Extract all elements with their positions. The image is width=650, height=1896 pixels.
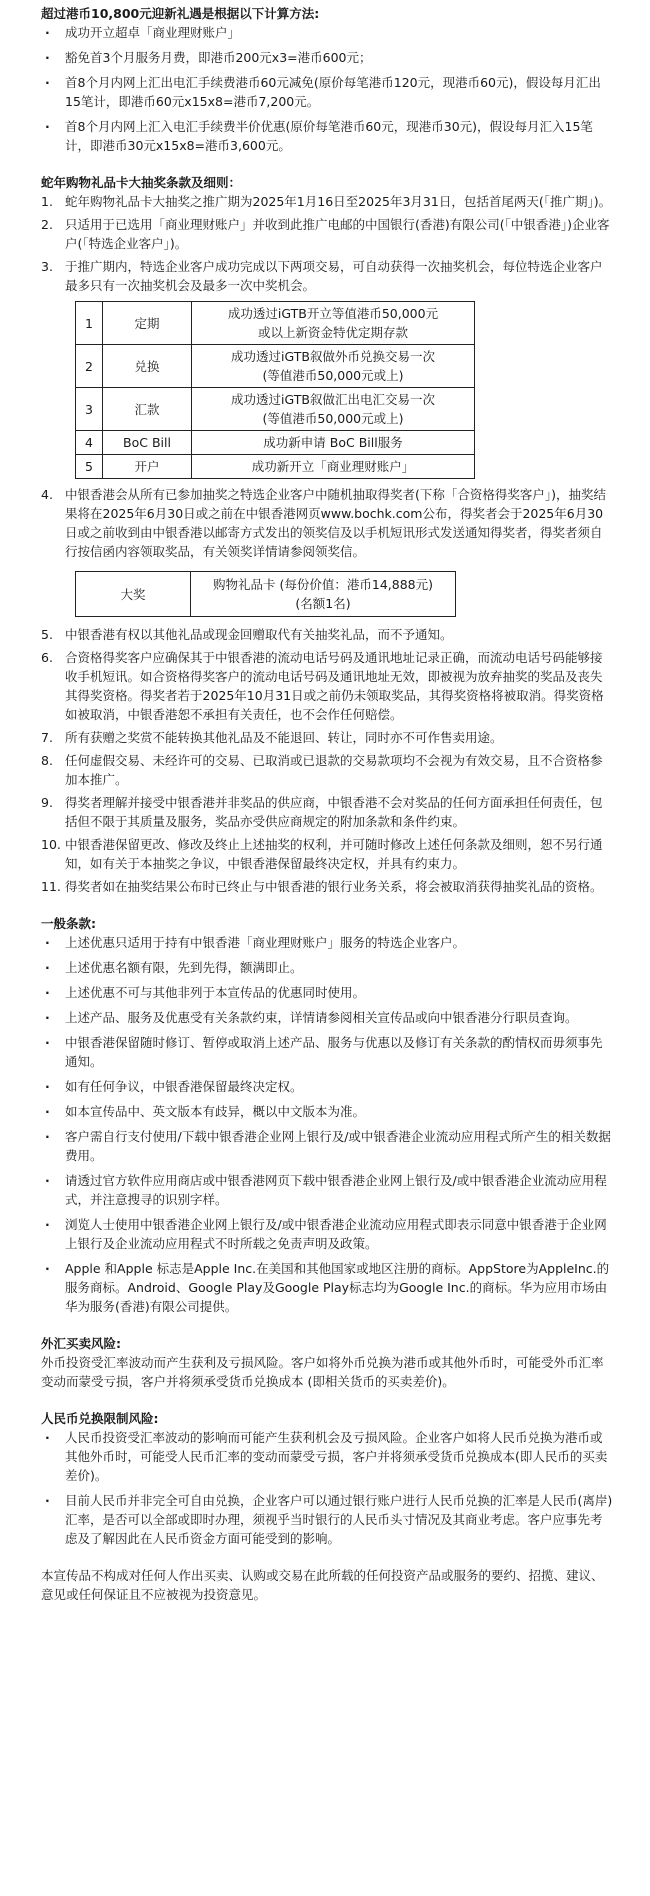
rmb-risk-heading: 人民币兑换限制风险: <box>41 1411 159 1426</box>
welcome-offer-section <box>41 4 614 155</box>
list-item: 6. 合资格得奖客户应确保其于中银香港的流动电话号码及通讯地址记录正确，而流动电话号码能够接收手机短讯。如合资格得奖客户的流动电话号码及通讯地址无效，即被视为放弃抽奖的奖品及丧失其得奖资格。得奖者若于2025年10月31日或之前仍未领取奖品，其得奖资格将被取消。得奖资格如被取消，中银香港恕不承担有关责任，也不会作任何赔偿。 <box>41 650 604 722</box>
list-item: 8. 任何虚假交易、未经许可的交易、已取消或已退款的交易款项均不会视为有效交易，且不合资格参加本推广。 <box>41 753 603 787</box>
list-item: · 上述优惠不可与其他非列于本宣传品的优惠同时使用。 <box>41 983 614 1002</box>
table-row: 2 兑换 成功透过iGTB叙做外币兑换交易一次 (等值港币50,000元或上) <box>76 345 475 388</box>
list-item: · 上述优惠名额有限，先到先得，额满即止。 <box>41 958 614 977</box>
list-item: · Apple 和Apple 标志是Apple Inc.在美国和其他国家或地区注册的商标。AppStore为AppleInc.的服务商标。Android、Google Play及Google Play标志均为Google Inc.的商标。华为应用市场由华为服务(香港)有限公司提供。 <box>41 1259 614 1316</box>
prize-table <box>75 571 456 617</box>
general-terms-section <box>41 914 614 1316</box>
transaction-table <box>75 301 475 479</box>
list-item: · 目前人民币并非完全可自由兑换，企业客户可以通过银行账户进行人民币兑换的汇率是人民币(离岸)汇率，是否可以全部或即时办理，须视乎当时银行的人民币头寸情况及其商业考虑。客户应事先考虑及了解因此在人民币资金方面可能受到的影响。 <box>41 1491 614 1548</box>
fx-risk-section <box>41 1334 614 1391</box>
list-item: 10. 中银香港保留更改、修改及终止上述抽奖的权利，并可随时修改上述任何条款及细则，恕不另行通知，如有关于本抽奖之争议，中银香港保留最终决定权，并具有约束力。 <box>41 837 603 871</box>
lucky-draw-list <box>41 192 614 896</box>
general-terms-list <box>41 933 614 1316</box>
list-item: · 中银香港保留随时修订、暂停或取消上述产品、服务与优惠以及修订有关条款的酌情权而毋须事先通知。 <box>41 1033 614 1071</box>
welcome-offer-heading: 超过港币10,800元迎新礼遇是根据以下计算方法: <box>41 6 320 21</box>
disclaimer-text: 本宣传品不构成对任何人作出买卖、认购或交易在此所载的任何投资产品或服务的要约、招揽、建议、意见或任何保证且不应被视为投资意见。 <box>41 1568 604 1602</box>
list-item: · 豁免首3个月服务月费，即港币200元x3=港币600元； <box>41 48 614 67</box>
welcome-offer-list <box>41 23 614 155</box>
table-row: 4 BoC Bill 成功新申请 BoC Bill服务 <box>76 431 475 455</box>
list-item: 9. 得奖者理解并接受中银香港并非奖品的供应商，中银香港不会对奖品的任何方面承担任何责任，包括但不限于其质量及服务，奖品亦受供应商规定的附加条款和条件约束。 <box>41 795 603 829</box>
rmb-risk-list <box>41 1428 614 1548</box>
list-item: · 请透过官方软件应用商店或中银香港网页下载中银香港企业网上银行及/或中银香港企业流动应用程式，并注意搜寻的识别字样。 <box>41 1171 614 1209</box>
list-item: · 如有任何争议，中银香港保留最终决定权。 <box>41 1077 614 1096</box>
fx-risk-heading: 外汇买卖风险: <box>41 1336 121 1351</box>
list-item: 1. 蛇年购物礼品卡大抽奖之推广期为2025年1月16日至2025年3月31日，包括首尾两天(「推广期」)。 <box>41 194 612 209</box>
list-item: 3. 于推广期内，特选企业客户成功完成以下两项交易，可自动获得一次抽奖机会，每位特选企业客户最多只有一次抽奖机会及最多一次中奖机会。 1 定期 成功透过iGTB开立等值港币50,000元 或以上新资金特优定期存款 2 兑换 成功透过iGTB叙做外币兑换交易一次 (等值港币50,000元或上) 3 汇款 成功透过iGTB叙做汇出电汇交易一次 (等值港币50,000元或上) 4 BoC Bill 成功新申请 BoC Bill服务 5 开户 成功新开立「商业理财账户」 <box>41 257 614 479</box>
list-item: · 如本宣传品中、英文版本有歧异，概以中文版本为准。 <box>41 1102 614 1121</box>
table-row: 3 汇款 成功透过iGTB叙做汇出电汇交易一次 (等值港币50,000元或上) <box>76 388 475 431</box>
list-item: · 人民币投资受汇率波动的影响而可能产生获利机会及亏损风险。企业客户如将人民币兑换为港币或其他外币时，可能受人民币汇率的变动而蒙受亏损，客户并将须承受货币兑换成本(即人民币的买卖差价)。 <box>41 1428 614 1485</box>
list-item: · 客户需自行支付使用/下载中银香港企业网上银行及/或中银香港企业流动应用程式所产生的相关数据费用。 <box>41 1127 614 1165</box>
list-item: · 上述产品、服务及优惠受有关条款约束，详情请参阅相关宣传品或向中银香港分行职员查询。 <box>41 1008 614 1027</box>
general-terms-heading: 一般条款: <box>41 916 96 931</box>
list-item: · 浏览人士使用中银香港企业网上银行及/或中银香港企业流动应用程式即表示同意中银香港于企业网上银行及企业流动应用程式不时所载之免责声明及政策。 <box>41 1215 614 1253</box>
list-item: · 成功开立超卓「商业理财账户」 <box>41 23 614 42</box>
table-row: 1 定期 成功透过iGTB开立等值港币50,000元 或以上新资金特优定期存款 <box>76 302 475 345</box>
list-item: · 首8个月内网上汇出电汇手续费港币60元减免(原价每笔港币120元，现港币60元)，假设每月汇出15笔计，即港币60元x15x8=港币7,200元。 <box>41 73 614 111</box>
rmb-risk-section <box>41 1409 614 1548</box>
fx-risk-text: 外币投资受汇率波动而产生获利及亏损风险。客户如将外币兑换为港币或其他外币时，可能受外币汇率变动而蒙受亏损，客户并将须承受货币兑换成本 (即相关货币的买卖差价)。 <box>41 1355 604 1389</box>
table-row: 大奖 购物礼品卡 (每份价值：港币14,888元) (名额1名) <box>76 572 456 617</box>
list-item: 2. 只适用于已选用「商业理财账户」并收到此推广电邮的中国银行(香港)有限公司(「中银香港」)企业客户(「特选企业客户」)。 <box>41 217 610 251</box>
lucky-draw-section <box>41 173 614 896</box>
list-item: · 首8个月内网上汇入电汇手续费半价优惠(原价每笔港币60元，现港币30元)，假设每月汇入15笔计，即港币30元x15x8=港币3,600元。 <box>41 117 614 155</box>
list-item: · 上述优惠只适用于持有中银香港「商业理财账户」服务的特选企业客户。 <box>41 933 614 952</box>
table-row: 5 开户 成功新开立「商业理财账户」 <box>76 455 475 479</box>
list-item: 4. 中银香港会从所有已参加抽奖之特选企业客户中随机抽取得奖者(下称「合资格得奖客户」)，抽奖结果将在2025年6月30日或之前在中银香港网页www.bochk.com公布，得奖者会于2025年6月30日或之前收到由中银香港以邮寄方式发出的领奖信及以手机短讯形式发送通知得奖者，得奖者须自行按信函内容领取奖品，有关领奖详情请参阅领奖信。 大奖 购物礼品卡 (每份价值：港币14,888元) (名额1名) <box>41 485 614 617</box>
list-item: 11. 得奖者如在抽奖结果公布时已终止与中银香港的银行业务关系，将会被取消获得抽奖礼品的资格。 <box>41 879 603 894</box>
list-item: 5. 中银香港有权以其他礼品或现金回赠取代有关抽奖礼品，而不予通知。 <box>41 627 453 642</box>
list-item: 7. 所有获赠之奖赏不能转换其他礼品及不能退回、转让，同时亦不可作售卖用途。 <box>41 730 503 745</box>
lucky-draw-heading: 蛇年购物礼品卡大抽奖条款及细则： <box>41 175 242 190</box>
